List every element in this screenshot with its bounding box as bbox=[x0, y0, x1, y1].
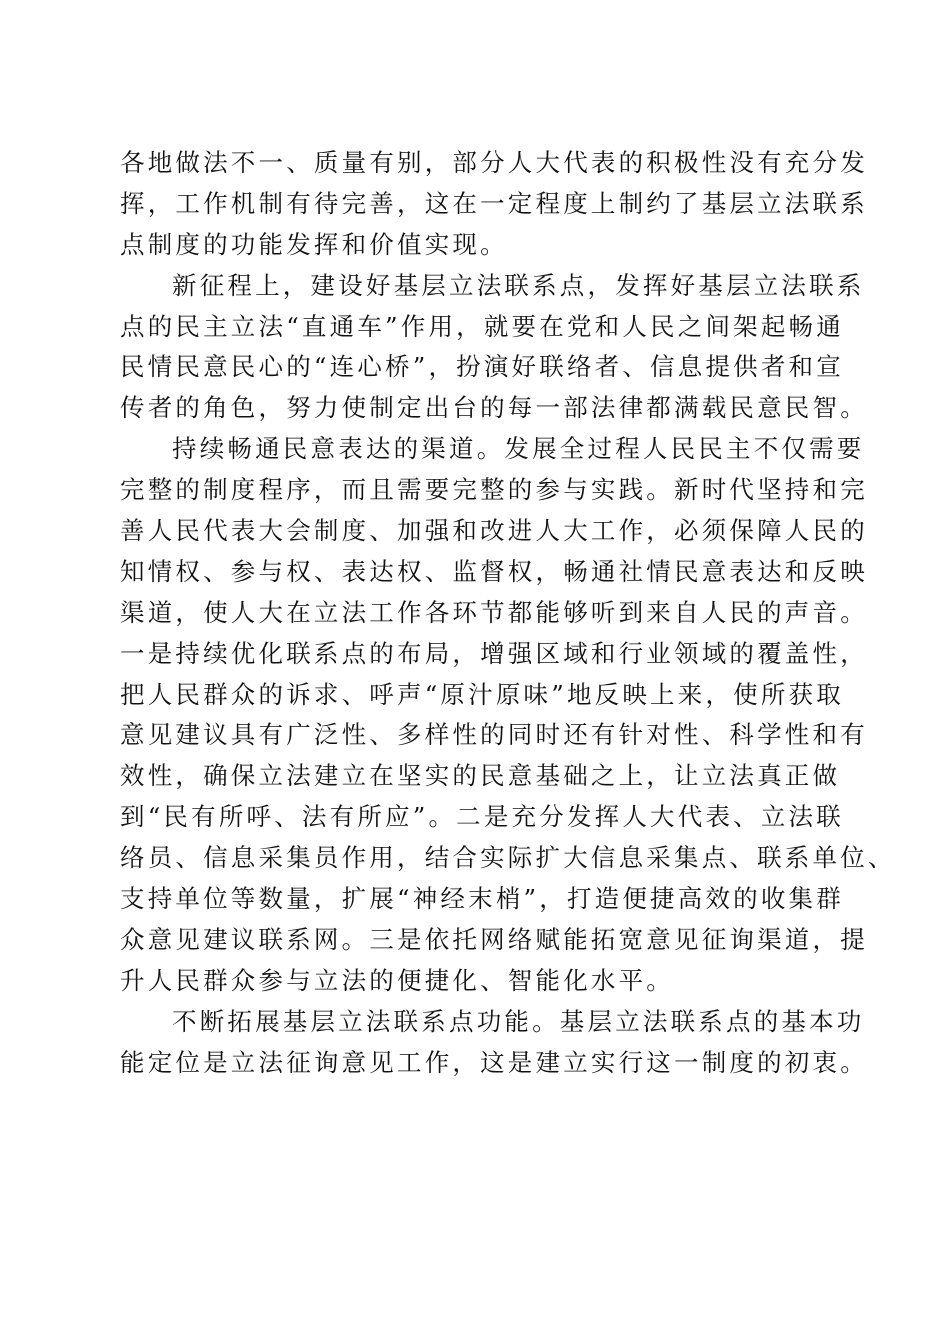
text-line: 点的民主立法“直通车”作用，就要在党和人民之间架起畅通 bbox=[120, 311, 844, 341]
text-line: 各地做法不一、质量有别，部分人大代表的积极性没有充分发 bbox=[120, 148, 868, 177]
text-line: 把人民群众的诉求、呼声“原汁原味”地反映上来，使所获取 bbox=[120, 679, 844, 709]
text-line: 点制度的功能发挥和价值实现。 bbox=[120, 229, 508, 259]
paragraph-start-line: 新征程上，建设好基层立法联系点，发挥好基层立法联系 bbox=[172, 270, 865, 300]
text-line: 知情权、参与权、表达权、监督权，畅通社情民意表达和反映 bbox=[120, 556, 868, 586]
text-line: 渠道，使人大在立法工作各环节都能够听到来自人民的声音。 bbox=[120, 597, 868, 627]
text-line: 能定位是立法征询意见工作，这是建立实行这一制度的初衷。 bbox=[120, 1047, 868, 1077]
text-line: 升人民群众参与立法的便捷化、智能化水平。 bbox=[120, 965, 674, 995]
body-text bbox=[120, 143, 896, 1083]
paragraph-start-line: 持续畅通民意表达的渠道。发展全过程人民民主不仅需要 bbox=[172, 434, 865, 464]
text-line: 一是持续优化联系点的布局，增强区域和行业领域的覆盖性， bbox=[120, 638, 868, 668]
text-line: 效性，确保立法建立在坚实的民意基础之上，让立法真正做 bbox=[120, 761, 841, 791]
text-line: 完整的制度程序，而且需要完整的参与实践。新时代坚持和完 bbox=[120, 475, 868, 505]
text-line: 民情民意民心的“连心桥”，扮演好联络者、信息提供者和宣 bbox=[120, 352, 844, 382]
paragraph-start-line: 不断拓展基层立法联系点功能。基层立法联系点的基本功 bbox=[172, 1006, 865, 1036]
text-line: 到“民有所呼、法有所应”。二是充分发挥人大代表、立法联 bbox=[120, 802, 844, 832]
text-line: 善人民代表大会制度、加强和改进人大工作，必须保障人民的 bbox=[120, 516, 868, 546]
text-line: 络员、信息采集员作用，结合实际扩大信息采集点、联系单位、 bbox=[120, 843, 896, 873]
text-line: 意见建议具有广泛性、多样性的同时还有针对性、科学性和有 bbox=[120, 720, 868, 750]
text-line: 挥，工作机制有待完善，这在一定程度上制约了基层立法联系 bbox=[120, 188, 868, 218]
text-line: 众意见建议联系网。三是依托网络赋能拓宽意见征询渠道，提 bbox=[120, 924, 868, 954]
text-line: 传者的角色，努力使制定出台的每一部法律都满载民意民智。 bbox=[120, 393, 868, 423]
text-line: 支持单位等数量，扩展“神经末梢”，打造便捷高效的收集群 bbox=[120, 884, 844, 914]
